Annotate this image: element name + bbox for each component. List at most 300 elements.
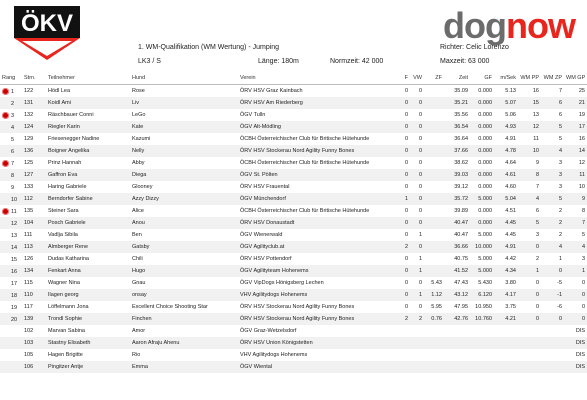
- cell-gf: 0.000: [478, 136, 492, 142]
- cell-gf: 0.000: [470, 217, 494, 229]
- cell-ms: [494, 325, 518, 337]
- cell-pp: 0: [518, 313, 541, 325]
- class-label: LK3 / S: [138, 58, 161, 65]
- cell-rank: [0, 121, 22, 133]
- cell-gf: 0.000: [478, 208, 492, 214]
- cell-gp: 7: [564, 217, 587, 229]
- cell-club: ÖRV HSV Stockerau Nord Agility Funny Bones: [238, 145, 396, 157]
- cell-vw: [410, 325, 424, 337]
- cell-pp: 5: [518, 217, 541, 229]
- cell-gf: 5.000: [470, 265, 494, 277]
- table-row: [0, 301, 587, 313]
- cell-gf: 5.000: [478, 232, 492, 238]
- cell-vw: [410, 337, 424, 349]
- rank-value: 9: [11, 184, 15, 191]
- table-row: [0, 97, 587, 109]
- cell-gf: 0.000: [470, 145, 494, 157]
- cell-gf: 0.000: [478, 112, 492, 118]
- cell-rank: [0, 157, 22, 169]
- cell-time: 35.21: [444, 97, 470, 109]
- cell-time: 47.43: [454, 280, 468, 286]
- cell-time: [444, 337, 470, 349]
- cell-zp: 4: [541, 241, 564, 253]
- cell-dog: Amor: [132, 328, 146, 334]
- cell-pp: 13: [532, 112, 539, 118]
- cell-f: 0: [396, 121, 410, 133]
- cell-f: 1: [396, 193, 410, 205]
- maxzeit-label: Maxzeit: 63 000: [440, 58, 490, 65]
- cell-dog: Chili: [132, 256, 143, 262]
- cell-dog: Ben: [132, 232, 142, 238]
- cell-gf: 10.950: [475, 304, 492, 310]
- cell-zp: -1: [541, 289, 564, 301]
- cell-zp: 0: [541, 265, 564, 277]
- cell-dog: Kate: [130, 121, 238, 133]
- rank-value: 6: [11, 148, 15, 155]
- col-rank: Rang: [0, 72, 22, 85]
- cell-time: 43.12: [444, 289, 470, 301]
- cell-f: 0: [404, 256, 408, 262]
- cell-ms: 4.91: [494, 241, 518, 253]
- cell-f: 0: [404, 280, 408, 286]
- cell-name: Steiner Sara: [48, 208, 79, 214]
- cell-dog: Gnau: [132, 280, 146, 286]
- cell-vw: 1: [418, 256, 422, 262]
- table-row: [0, 289, 587, 301]
- cell-vw: 0: [418, 208, 422, 214]
- cell-gf: 0.000: [478, 160, 492, 166]
- medal-icon: [2, 160, 9, 167]
- cell-zp: 1: [558, 256, 562, 262]
- table-row: [0, 157, 587, 169]
- cell-club: ÖGV Alt-Mödling: [238, 121, 396, 133]
- cell-time: 36.54: [444, 121, 470, 133]
- col-start: Strn.: [22, 72, 46, 85]
- cell-rank: [0, 241, 22, 253]
- results-body: [0, 85, 587, 374]
- cell-club: ÖRV HSV Stockerau Nord Agility Funny Bones: [238, 313, 396, 325]
- cell-gp: 9: [564, 193, 587, 205]
- cell-time: 35.72: [444, 193, 470, 205]
- cell-pp: 8: [518, 169, 541, 181]
- rank-value: 7: [11, 160, 15, 167]
- cell-start: 105: [24, 352, 34, 358]
- cell-zf: 0.76: [424, 313, 444, 325]
- rank-value: 19: [11, 304, 18, 311]
- brand-part-dog: dog: [443, 5, 507, 46]
- cell-dog: Glooney: [132, 184, 153, 190]
- cell-ms: 3.80: [505, 280, 516, 286]
- cell-start: 117: [24, 304, 33, 310]
- cell-gp: 25: [578, 88, 585, 94]
- cell-dog: Anou: [130, 217, 238, 229]
- cell-pp: 12: [518, 121, 541, 133]
- cell-club: ÖGV Wienerwald: [240, 232, 283, 238]
- cell-time: [444, 349, 470, 361]
- cell-vw: 0: [418, 184, 422, 190]
- cell-gp: 1: [564, 265, 587, 277]
- cell-gp: 14: [564, 145, 587, 157]
- cell-ms: 4.17: [494, 289, 518, 301]
- cell-time: 38.62: [454, 160, 468, 166]
- cell-f: [396, 349, 410, 361]
- cell-gp: DIS: [564, 361, 587, 373]
- cell-time: 41.52: [444, 265, 470, 277]
- cell-zp: [541, 361, 564, 373]
- cell-gp: 17: [564, 121, 587, 133]
- cell-f: 0: [404, 184, 408, 190]
- cell-rank: [0, 217, 22, 229]
- table-row: [0, 193, 587, 205]
- col-wm-zp: WM ZP: [541, 72, 564, 85]
- cell-time: 37.66: [444, 145, 470, 157]
- cell-start: 135: [24, 208, 34, 214]
- cell-time: 39.89: [454, 208, 468, 214]
- cell-gp: 5: [581, 232, 585, 238]
- cell-time: 35.56: [454, 112, 468, 118]
- cell-f: 0: [404, 136, 408, 142]
- col-vw: VW: [410, 72, 424, 85]
- cell-club: ÖRV HSV Donaustadt: [238, 217, 396, 229]
- event-title: 1. WM-Qualifikation (WM Wertung) - Jumping: [138, 44, 280, 51]
- cell-zf: [424, 145, 444, 157]
- cell-name: Riegler Karin: [46, 121, 130, 133]
- cell-zp: 3: [541, 169, 564, 181]
- cell-dog: Finchen: [130, 313, 238, 325]
- col-f: F: [396, 72, 410, 85]
- cell-club: ÖGV St. Pölten: [238, 169, 396, 181]
- cell-start: 113: [22, 241, 46, 253]
- cell-zp: 2: [558, 208, 562, 214]
- col-club: Verein: [238, 72, 396, 85]
- cell-rank: [0, 97, 22, 109]
- cell-gf: 5.430: [478, 280, 492, 286]
- cell-ms: 4.51: [505, 208, 516, 214]
- cell-zf: 5.43: [431, 280, 442, 286]
- cell-ms: 4.42: [505, 256, 516, 262]
- okv-logo-text: ÖKV: [20, 10, 74, 37]
- cell-vw: 1: [418, 232, 422, 238]
- cell-zf: [424, 109, 444, 121]
- cell-zp: 5: [558, 136, 562, 142]
- length-label: Länge: 180m: [258, 58, 299, 65]
- cell-name: Boigner Angelika: [46, 145, 130, 157]
- cell-zf: [424, 133, 444, 145]
- cell-dog: Nelly: [130, 145, 238, 157]
- cell-club: ÖGV Münchendorf: [238, 193, 396, 205]
- cell-gp: 0: [564, 313, 587, 325]
- cell-name: Ilagen georg: [46, 289, 130, 301]
- cell-club: ÖRV HSV Stockerau Nord Agility Funny Bones: [240, 304, 355, 310]
- cell-f: 0: [404, 304, 408, 310]
- cell-vw: 1: [410, 265, 424, 277]
- cell-gp: 21: [564, 97, 587, 109]
- cell-pp: [518, 325, 541, 337]
- cell-start: 127: [22, 169, 46, 181]
- cell-gp: 0: [581, 304, 585, 310]
- cell-time: 40.47: [444, 217, 470, 229]
- table-row: [0, 85, 587, 98]
- cell-ms: 5.04: [494, 193, 518, 205]
- cell-gf: 0.000: [470, 121, 494, 133]
- col-gf: GF: [470, 72, 494, 85]
- cell-pp: 2: [535, 256, 539, 262]
- cell-zf: [424, 253, 444, 265]
- cell-dog: Kazumi: [132, 136, 151, 142]
- cell-pp: 7: [535, 184, 539, 190]
- cell-vw: 0: [410, 217, 424, 229]
- cell-ms: 4.45: [494, 217, 518, 229]
- cell-pp: 0: [535, 304, 539, 310]
- cell-ms: 4.61: [494, 169, 518, 181]
- cell-name: Berndorfer Sabine: [46, 193, 130, 205]
- cell-start: 132: [24, 112, 34, 118]
- cell-dog: Emma: [130, 361, 238, 373]
- cell-gf: 0.000: [478, 88, 492, 94]
- cell-zf: [424, 181, 444, 193]
- cell-zp: 3: [558, 160, 562, 166]
- cell-pp: 15: [518, 97, 541, 109]
- cell-vw: 0: [418, 280, 422, 286]
- cell-f: 0: [396, 169, 410, 181]
- cell-name: Almberger Rene: [46, 241, 130, 253]
- cell-pp: 6: [535, 208, 539, 214]
- cell-vw: 0: [410, 241, 424, 253]
- cell-club: ÖGV Graz-Wetzelsdorf: [240, 328, 297, 334]
- cell-pp: 0: [518, 241, 541, 253]
- col-wm-pp: WM PP: [518, 72, 541, 85]
- cell-gf: 5.000: [478, 256, 492, 262]
- cell-pp: 4: [518, 193, 541, 205]
- cell-zp: 3: [558, 184, 562, 190]
- cell-start: 106: [22, 361, 46, 373]
- cell-zf: [424, 265, 444, 277]
- cell-time: [444, 361, 470, 373]
- cell-name: Stastny Elisabeth: [46, 337, 130, 349]
- cell-club: ÖCBH Österreichischer Club für Britische Hütehunde: [240, 160, 370, 166]
- cell-rank: [0, 253, 22, 265]
- cell-f: 0: [404, 160, 408, 166]
- cell-zp: 2: [541, 217, 564, 229]
- cell-zf: [424, 241, 444, 253]
- cell-vw: 0: [410, 121, 424, 133]
- cell-pp: 0: [535, 280, 539, 286]
- cell-gp: 4: [564, 241, 587, 253]
- table-row: [0, 109, 587, 121]
- cell-f: 0: [404, 232, 408, 238]
- cell-zf: [424, 157, 444, 169]
- table-row: [0, 229, 587, 241]
- cell-zf: [424, 85, 444, 98]
- cell-pp: 1: [518, 265, 541, 277]
- cell-f: [396, 325, 410, 337]
- cell-gp: 0: [581, 280, 585, 286]
- cell-rank: [0, 361, 22, 373]
- cell-vw: 1: [410, 289, 424, 301]
- rank-value: 16: [11, 268, 18, 275]
- cell-zp: 5: [541, 121, 564, 133]
- cell-pp: 3: [535, 232, 539, 238]
- cell-gf: [470, 325, 494, 337]
- cell-start: 124: [22, 121, 46, 133]
- cell-name: Friesenegger Nadine: [48, 136, 100, 142]
- cell-zf: [424, 325, 444, 337]
- cell-pp: 10: [518, 145, 541, 157]
- cell-gf: [470, 349, 494, 361]
- col-zf: ZF: [424, 72, 444, 85]
- table-row: [0, 349, 587, 361]
- cell-rank: [0, 265, 22, 277]
- cell-start: 125: [24, 160, 34, 166]
- cell-club: VHV Agilitydogs Hohenems: [238, 289, 396, 301]
- judge-label: Richter: Celic Lorenzo: [440, 44, 509, 51]
- rank-value: 11: [11, 208, 17, 215]
- table-row: [0, 241, 587, 253]
- cell-f: 0: [396, 145, 410, 157]
- cell-start: 103: [22, 337, 46, 349]
- cell-zp: 0: [541, 313, 564, 325]
- cell-f: [396, 361, 410, 373]
- brand-part-now: now: [506, 5, 575, 46]
- table-row: [0, 325, 587, 337]
- col-participant: Teilnehmer: [46, 72, 130, 85]
- cell-dog: Diega: [130, 169, 238, 181]
- cell-gf: 0.000: [478, 184, 492, 190]
- cell-zp: -6: [557, 304, 562, 310]
- cell-club: ÖCBH Österreichischer Club für Britische Hütehunde: [240, 208, 370, 214]
- cell-zp: 6: [558, 112, 562, 118]
- cell-gp: 0: [564, 289, 587, 301]
- cell-dog: onsay: [130, 289, 238, 301]
- cell-zp: [541, 325, 564, 337]
- cell-time: 40.47: [454, 232, 468, 238]
- cell-zf: 5.95: [431, 304, 442, 310]
- cell-gf: 10.760: [470, 313, 494, 325]
- cell-name: Wagner Nina: [48, 280, 80, 286]
- cell-f: 2: [396, 241, 410, 253]
- cell-rank: [0, 301, 22, 313]
- cell-name: Löffelmann Jona: [48, 304, 89, 310]
- cell-time: 35.09: [454, 88, 468, 94]
- cell-club: ÖRV HSV Graz Kainbach: [240, 88, 303, 94]
- cell-pp: [518, 361, 541, 373]
- cell-rank: [0, 289, 22, 301]
- cell-start: 139: [22, 313, 46, 325]
- cell-zp: 2: [558, 232, 562, 238]
- cell-ms: 4.64: [505, 160, 516, 166]
- table-row: [0, 277, 587, 289]
- table-row: [0, 121, 587, 133]
- cell-zf: [424, 229, 444, 241]
- cell-zp: 4: [541, 145, 564, 157]
- cell-time: 39.12: [454, 184, 468, 190]
- cell-ms: [494, 361, 518, 373]
- rank-value: 12: [11, 220, 18, 227]
- cell-name: Gaffron Eva: [46, 169, 130, 181]
- cell-zf: [424, 121, 444, 133]
- cell-dog: LeGo: [132, 112, 146, 118]
- cell-rank: [0, 349, 22, 361]
- results-table: [0, 72, 587, 373]
- cell-ms: 5.07: [494, 97, 518, 109]
- cell-club: ÖGV Agilityclub.at: [238, 241, 396, 253]
- cell-ms: 4.45: [505, 232, 516, 238]
- cell-pp: 0: [518, 289, 541, 301]
- okv-logo: [14, 6, 80, 60]
- cell-f: 0: [396, 97, 410, 109]
- cell-ms: 5.06: [505, 112, 516, 118]
- cell-dog: Liv: [130, 97, 238, 109]
- cell-time: 40.75: [454, 256, 468, 262]
- cell-vw: 0: [418, 112, 422, 118]
- table-row: [0, 337, 587, 349]
- cell-club: VHV Agilitydogs Hohenems: [240, 352, 308, 358]
- cell-dog: Aaron Afraju Ahenu: [130, 337, 238, 349]
- cell-ms: 4.21: [494, 313, 518, 325]
- cell-gf: [470, 361, 494, 373]
- rank-value: 14: [11, 244, 18, 251]
- table-row: [0, 217, 587, 229]
- cell-name: Dudas Katharina: [48, 256, 89, 262]
- cell-dog: Azzy Dizzy: [130, 193, 238, 205]
- cell-time: 42.76: [444, 313, 470, 325]
- cell-f: 0: [404, 208, 408, 214]
- cell-gp: DIS: [575, 352, 585, 358]
- cell-start: 126: [24, 256, 34, 262]
- rank-value: 20: [11, 316, 18, 323]
- cell-name: Prinz Hannah: [48, 160, 82, 166]
- cell-club: ÖRV HSV Union Königstetten: [238, 337, 396, 349]
- cell-start: 104: [22, 217, 46, 229]
- cell-name: Pingitzer Antje: [46, 361, 130, 373]
- cell-vw: 0: [410, 145, 424, 157]
- cell-time: 47.95: [454, 304, 468, 310]
- cell-ms: 5.13: [505, 88, 516, 94]
- normzeit-label: Normzeit: 42 000: [330, 58, 384, 65]
- cell-dog: Rose: [132, 88, 145, 94]
- cell-zp: [541, 337, 564, 349]
- cell-pp: [518, 349, 541, 361]
- rank-value: 13: [11, 232, 18, 239]
- cell-zp: 5: [541, 193, 564, 205]
- cell-zf: [424, 217, 444, 229]
- cell-ms: [494, 349, 518, 361]
- header: [0, 0, 587, 70]
- cell-pp: 16: [532, 88, 539, 94]
- cell-f: 2: [396, 313, 410, 325]
- cell-time: [444, 325, 470, 337]
- cell-club: ÖGV VipDogs Hönigsberg Lechen: [240, 280, 324, 286]
- cell-club: ÖGV Wiental: [238, 361, 396, 373]
- rank-value: 5: [11, 136, 15, 143]
- cell-ms: 3.75: [505, 304, 516, 310]
- rank-value: 15: [11, 256, 18, 263]
- cell-dog: Rio: [132, 352, 141, 358]
- col-dog: Hund: [130, 72, 238, 85]
- cell-time: 39.03: [444, 169, 470, 181]
- table-row: [0, 313, 587, 325]
- cell-ms: [494, 337, 518, 349]
- cell-name: Trondl Sophie: [46, 313, 130, 325]
- col-time: Zeit: [444, 72, 470, 85]
- cell-gf: 0.000: [470, 169, 494, 181]
- rank-value: 2: [11, 100, 15, 107]
- dognow-logo: [443, 5, 575, 46]
- cell-rank: [0, 325, 22, 337]
- cell-club: ÖGV Agilityteam Hohenems: [238, 265, 396, 277]
- cell-start: 129: [24, 136, 34, 142]
- medal-icon: [2, 88, 9, 95]
